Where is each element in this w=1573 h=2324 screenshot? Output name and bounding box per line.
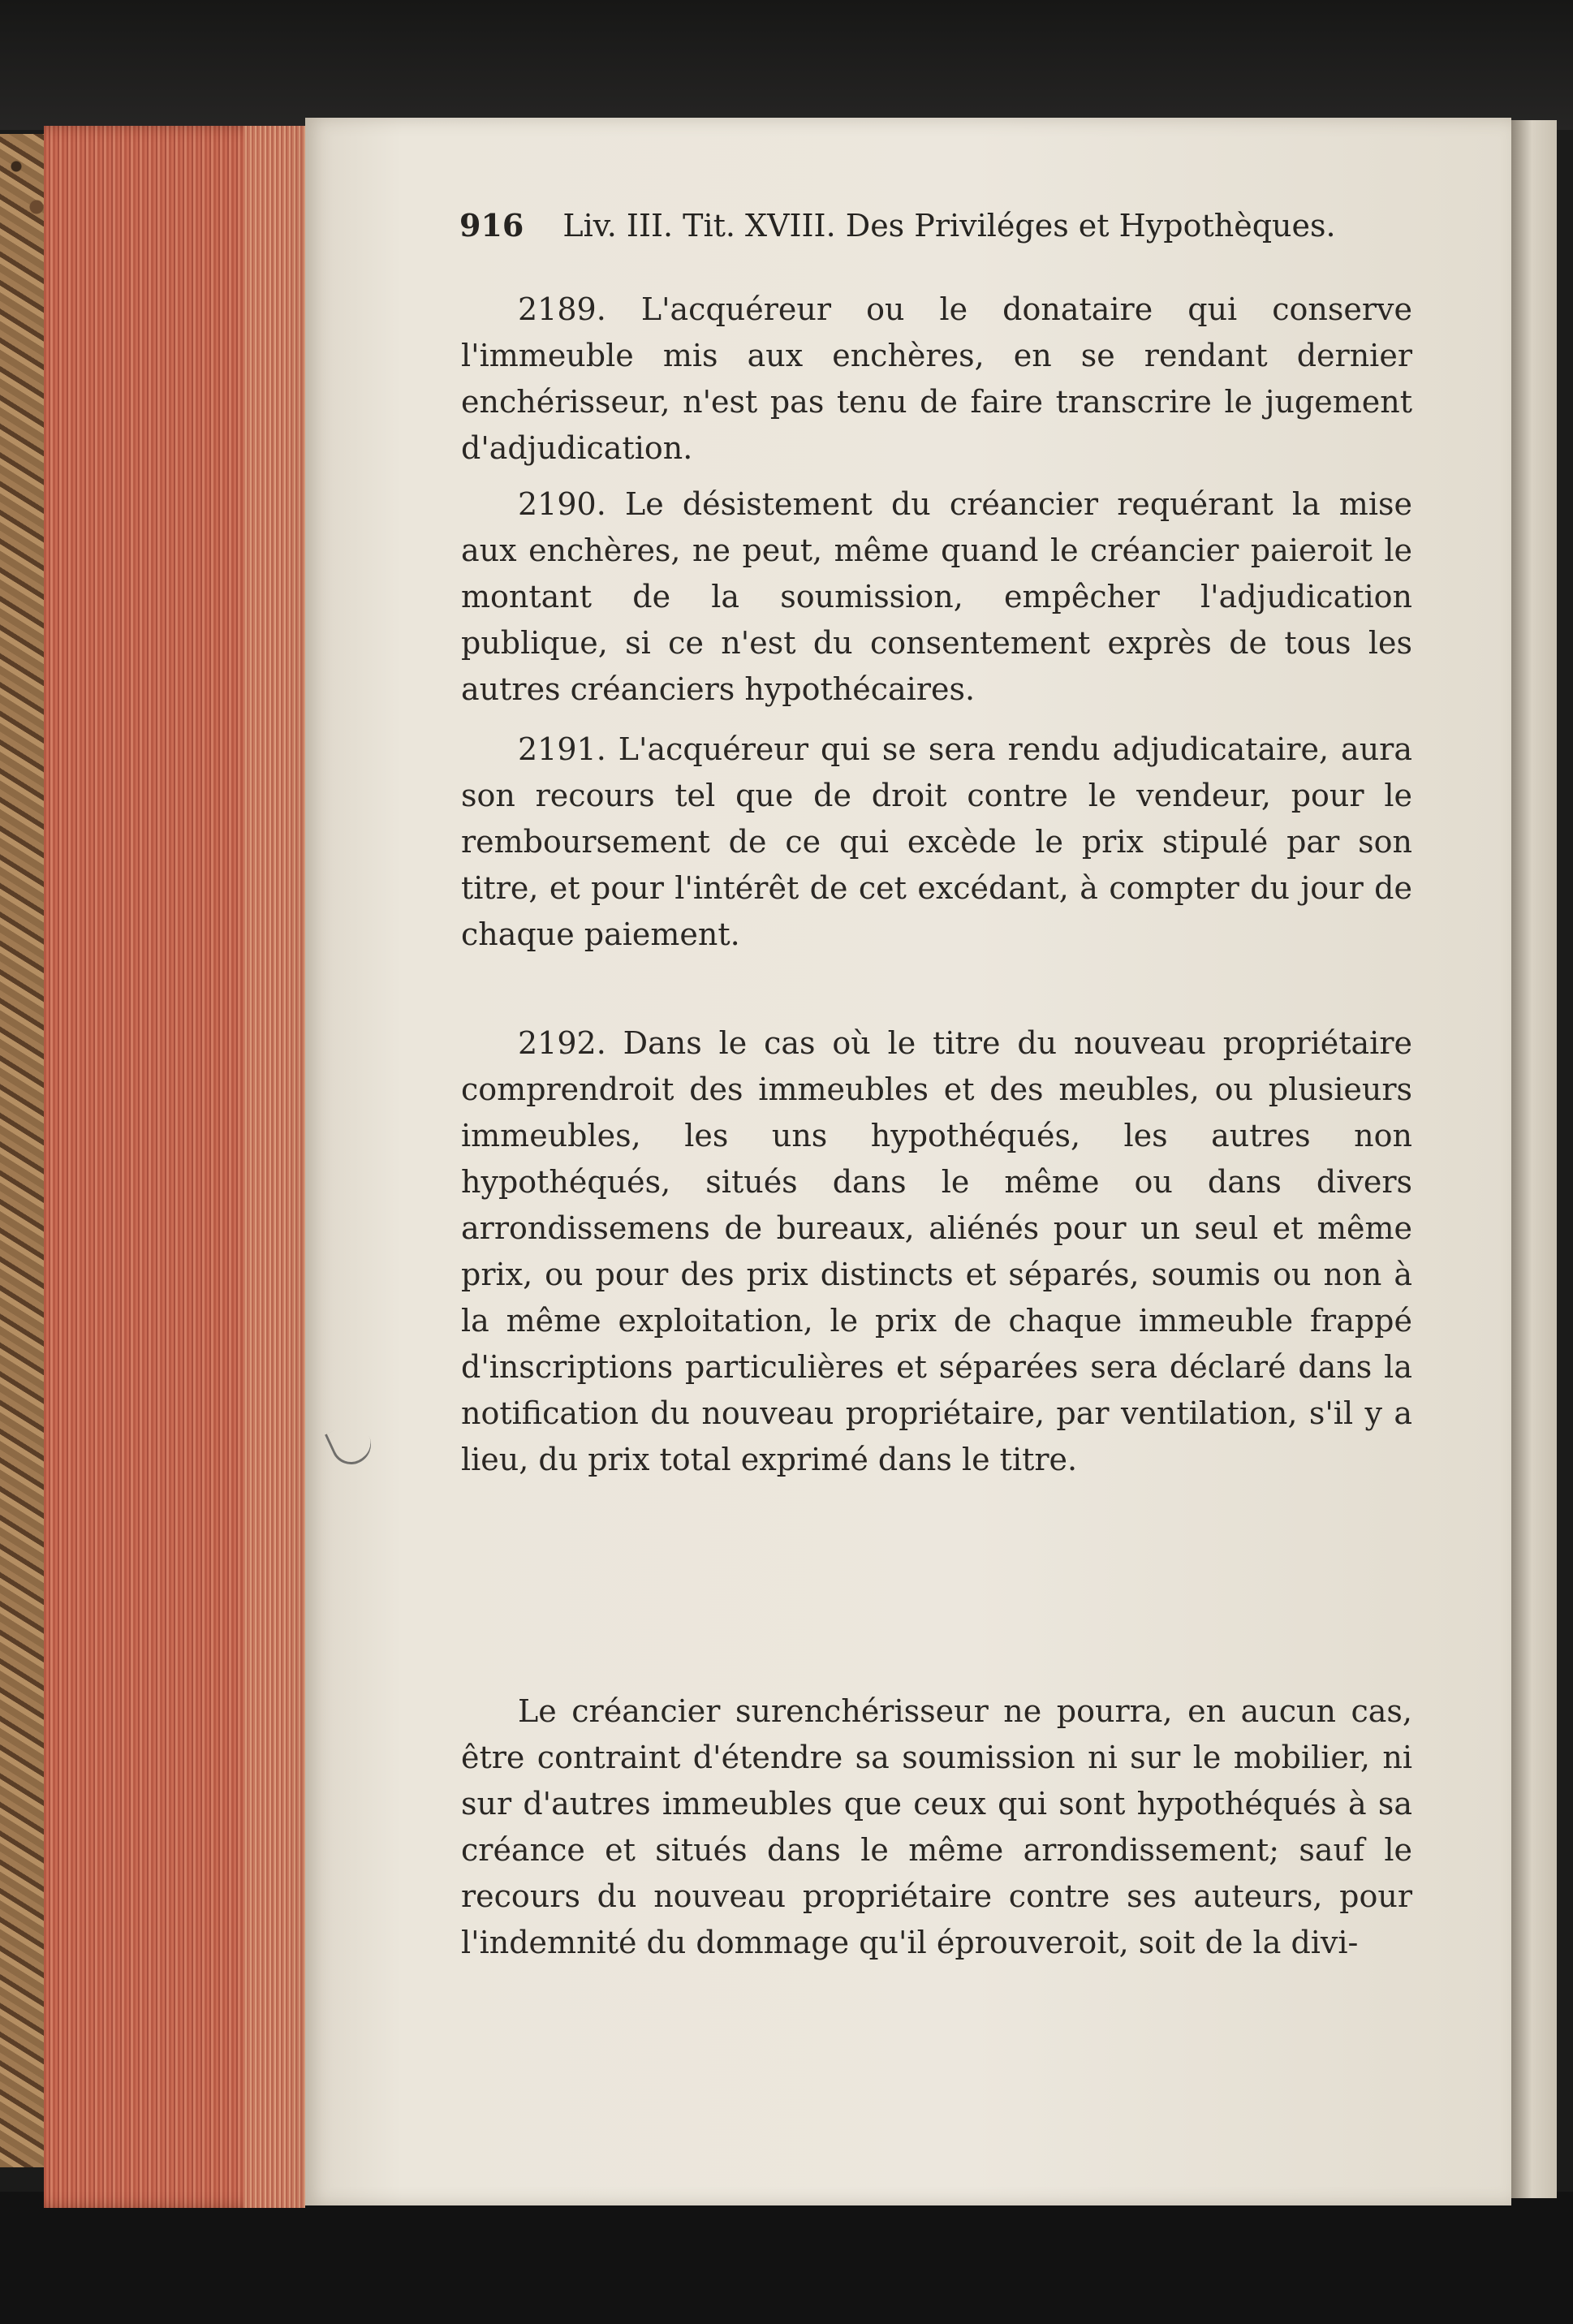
article-text: L'acquéreur qui se sera rendu adjudicataire, aura son recours tel que de droit contre le vendeur, pour le remboursement de ce qui excède le prix stipulé par son titre, et pour l'intérêt de cet excédant, à compter du jour de chaque paiement. bbox=[461, 731, 1412, 952]
article-text: Dans le cas où le titre du nouveau propriétaire comprendroit des immeubles et des meubles, ou plusieurs immeubles, les uns hypothéqués, les autres non hypothéqués, situés dans le même ou dans divers arrondissemens de bureaux, aliénés pour un seul et même prix, ou pour des prix distincts et séparés, soumis ou non à la même exploitation, le prix de chaque immeuble frappé d'inscriptions particulières et séparées sera déclaré dans la notification du nouveau propriétaire, par ventilation, s'il y a lieu, du prix total exprimé dans le titre. bbox=[461, 1025, 1412, 1477]
article-number: 2191. bbox=[518, 731, 606, 767]
article-number: 2189. bbox=[518, 291, 606, 327]
running-head bbox=[459, 207, 1393, 244]
continuation-paragraph bbox=[461, 1688, 1412, 1966]
book-page bbox=[305, 118, 1511, 2205]
article-number: 2192. bbox=[518, 1025, 606, 1061]
article-text: Le désistement du créancier requérant la mise aux enchères, ne peut, même quand le créancier paieroit le montant de la soumission, empêcher l'adjudication publique, si ce n'est du consentement exprès de tous les autres créanciers hypothécaires. bbox=[461, 486, 1412, 707]
running-title: Liv. III. Tit. XVIII. Des Priviléges et Hypothèques. bbox=[562, 208, 1336, 244]
pencil-mark-icon bbox=[325, 1418, 377, 1471]
page-number: 916 bbox=[459, 207, 524, 244]
article-text: L'acquéreur ou le donataire qui conserve l'immeuble mis aux enchères, en se rendant dernier enchérisseur, n'est pas tenu de faire transcrire le jugement d'adjudication. bbox=[461, 291, 1412, 466]
article-number: 2190. bbox=[518, 486, 606, 522]
facing-page-edge bbox=[1511, 120, 1557, 2198]
article-2192 bbox=[461, 1020, 1412, 1483]
book-page-edges-highlight bbox=[243, 126, 305, 2208]
article-2191 bbox=[461, 727, 1412, 958]
article-2189 bbox=[461, 287, 1412, 472]
continuation-text: Le créancier surenchérisseur ne pourra, en aucun cas, être contraint d'étendre sa soumission ni sur le mobilier, ni sur d'autres immeubles que ceux qui sont hypothéqués à sa créance et situés dans le même arrondissement; sauf le recours du nouveau propriétaire contre ses auteurs, pour l'indemnité du dommage qu'il éprouveroit, soit de la divi- bbox=[461, 1693, 1412, 1960]
article-2190 bbox=[461, 481, 1412, 713]
scan-background-top bbox=[0, 0, 1573, 130]
scan-background-bottom bbox=[0, 2192, 1573, 2324]
